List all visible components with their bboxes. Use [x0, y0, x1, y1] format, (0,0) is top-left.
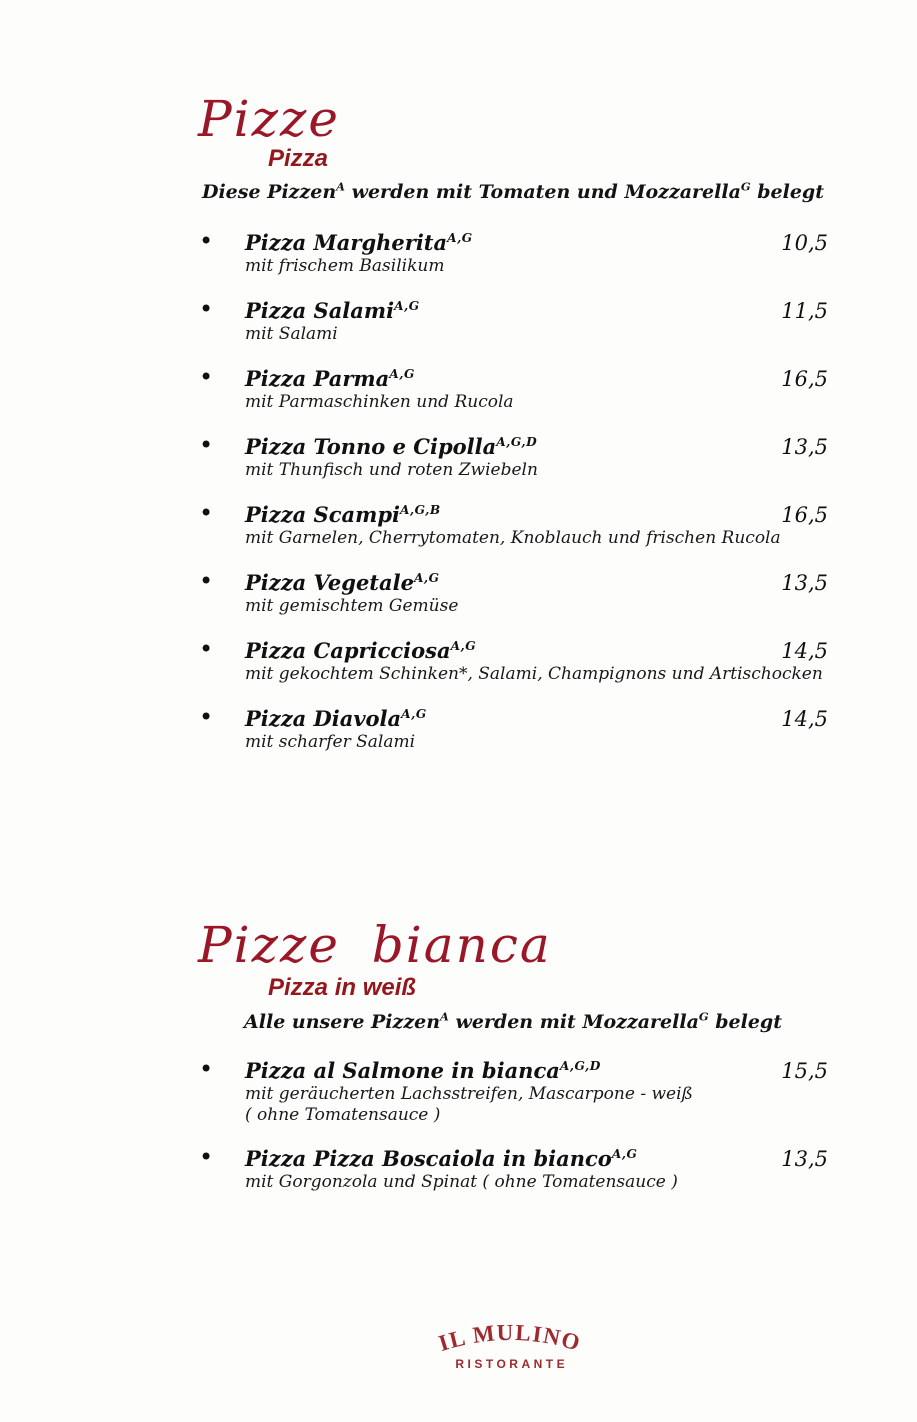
item-name-text: Pizza Salami — [245, 298, 395, 323]
menu-item-name — [245, 705, 758, 732]
bullet-icon: • — [199, 635, 214, 663]
item-name-text: Pizza al Salmone in bianca — [245, 1058, 560, 1083]
item-name-text: Pizza Tonno e Cipolla — [245, 434, 497, 459]
menu-item-description: mit gekochtem Schinken*, Salami, Champignons und Artischocken — [245, 664, 823, 684]
bullet-icon: • — [199, 227, 214, 255]
item-name-text: Pizza Capricciosa — [245, 638, 451, 663]
allergen-sup: G — [698, 1009, 709, 1024]
menu-item — [198, 1145, 828, 1193]
menu-item-name — [245, 1145, 758, 1172]
menu-item-name — [245, 433, 758, 460]
menu-item-description: mit Parmaschinken und Rucola — [245, 392, 514, 412]
allergen-codes: A,G — [611, 1147, 638, 1161]
allergen-codes: A,G,B — [399, 503, 441, 517]
menu-item — [198, 365, 828, 413]
intro-text: Alle unsere Pizzen — [244, 1011, 441, 1033]
allergen-codes: A,G,D — [496, 435, 538, 449]
svg-text:IL MULINO — [436, 1320, 584, 1356]
item-name-text: Pizza Margherita — [245, 230, 448, 255]
bullet-icon: • — [199, 363, 214, 391]
section-heading-pizze: Pizze — [198, 90, 340, 148]
allergen-sup: A — [440, 1009, 449, 1024]
menu-item-name — [245, 297, 758, 324]
allergen-codes: A,G — [450, 639, 477, 653]
intro-text: Diese Pizzen — [201, 181, 337, 203]
menu-item-name — [245, 569, 758, 596]
item-name-text: Pizza Scampi — [245, 502, 400, 527]
bullet-icon: • — [199, 499, 214, 527]
menu-item-name — [245, 229, 758, 256]
menu-item-price: 13,5 — [781, 1147, 828, 1171]
allergen-codes: A,G,D — [559, 1059, 601, 1073]
menu-item-price: 16,5 — [781, 367, 828, 391]
menu-item-price: 10,5 — [781, 231, 828, 255]
section-intro-pizze-bianca — [198, 1010, 828, 1034]
item-name-text: Pizza Vegetale — [245, 570, 414, 595]
menu-item-price: 16,5 — [781, 503, 828, 527]
section-subheading-pizza-in-weiss: Pizza in weiß — [268, 974, 417, 1001]
menu-item-price: 14,5 — [781, 707, 828, 731]
menu-item — [198, 1057, 828, 1126]
logo-subtitle: RISTORANTE — [455, 1357, 569, 1371]
intro-text: werden mit Tomaten und Mozzarella — [345, 181, 741, 203]
bullet-icon: • — [199, 1055, 214, 1083]
menu-item-price: 15,5 — [781, 1059, 828, 1083]
bullet-icon: • — [199, 1143, 214, 1171]
bullet-icon: • — [199, 567, 214, 595]
allergen-codes: A,G — [413, 571, 440, 585]
item-name-text: Pizza Parma — [245, 366, 390, 391]
allergen-codes: A,G — [401, 707, 427, 721]
menu-item-description-line2: ( ohne Tomatensauce ) — [245, 1105, 441, 1125]
section-heading-pizze-bianca: Pizze bianca — [198, 916, 552, 974]
logo-arched-text — [420, 1312, 600, 1360]
menu-item-price: 14,5 — [781, 639, 828, 663]
menu-item-name — [245, 501, 758, 528]
menu-item-description: mit geräucherten Lachsstreifen, Mascarpone - weiß — [245, 1084, 693, 1104]
section-subheading-pizza: Pizza — [268, 145, 329, 172]
menu-item-name — [245, 1057, 758, 1084]
menu-item — [198, 569, 828, 617]
menu-item — [198, 705, 828, 753]
allergen-sup: G — [740, 179, 751, 194]
menu-item-description: mit Salami — [245, 324, 338, 344]
allergen-codes: A,G — [447, 231, 473, 245]
menu-item-description: mit frischem Basilikum — [245, 256, 445, 276]
menu-item-price: 13,5 — [781, 435, 828, 459]
bullet-icon: • — [199, 703, 214, 731]
menu-item — [198, 637, 828, 685]
menu-item — [198, 229, 828, 277]
intro-text: belegt — [750, 181, 824, 203]
menu-item-price: 11,5 — [781, 299, 828, 323]
item-name-text: Pizza Diavola — [245, 706, 402, 731]
menu-item — [198, 297, 828, 345]
intro-text: werden mit Mozzarella — [448, 1011, 699, 1033]
menu-item-description: mit Garnelen, Cherrytomaten, Knoblauch und frischen Rucola — [245, 528, 781, 548]
allergen-codes: A,G — [389, 367, 415, 381]
menu-item-name — [245, 365, 758, 392]
menu-item-description: mit gemischtem Gemüse — [245, 596, 459, 616]
allergen-codes: A,G — [394, 299, 420, 313]
restaurant-logo — [420, 1312, 600, 1382]
bullet-icon: • — [199, 431, 214, 459]
menu-item-description: mit Gorgonzola und Spinat ( ohne Tomatensauce ) — [245, 1172, 678, 1192]
menu-item — [198, 501, 828, 549]
logo-title: IL MULINO — [435, 1319, 585, 1357]
item-name-text: Pizza Pizza Boscaiola in bianco — [245, 1146, 612, 1171]
menu-item-price: 13,5 — [781, 571, 828, 595]
section-intro-pizze — [198, 180, 828, 204]
bullet-icon: • — [199, 295, 214, 323]
menu-item-description: mit Thunfisch und roten Zwiebeln — [245, 460, 538, 480]
menu-item — [198, 433, 828, 481]
intro-text: belegt — [708, 1011, 782, 1033]
allergen-sup: A — [336, 179, 345, 194]
menu-item-description: mit scharfer Salami — [245, 732, 416, 752]
menu-item-name — [245, 637, 758, 664]
